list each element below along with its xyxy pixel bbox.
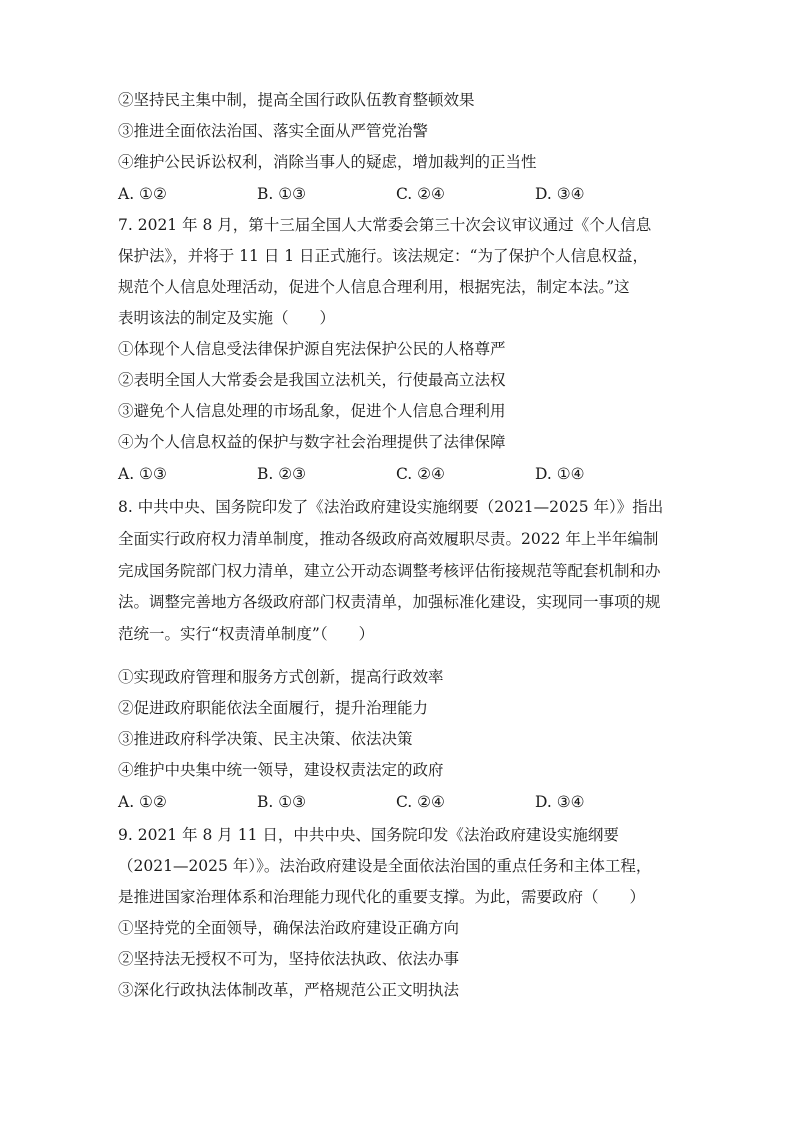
q6-options xyxy=(118,184,678,204)
q7-item-4: ④为个人信息权益的保护与数字社会治理提供了法律保障 xyxy=(118,433,506,451)
q7-options xyxy=(118,464,678,484)
q7-option-c: C. ②④ xyxy=(396,465,445,483)
q7-item-1: ①体现个人信息受法律保护源自宪法保护公民的人格尊严 xyxy=(118,340,506,358)
q8-item-1: ①实现政府管理和服务方式创新，提高行政效率 xyxy=(118,668,444,686)
q6-option-b: B. ①③ xyxy=(257,185,307,203)
q8-stem-line-3: 完成国务院部门权力清单，建立公开动态调整考核评估衔接规范等配套机制和办 xyxy=(118,562,661,580)
q9-item-2: ②坚持法无授权不可为，坚持依法执政、依法办事 xyxy=(118,950,460,968)
q7-item-2: ②表明全国人大常委会是我国立法机关，行使最高立法权 xyxy=(118,371,506,389)
q8-option-a: A. ①② xyxy=(118,793,167,811)
q8-option-d: D. ③④ xyxy=(535,793,585,811)
q7-stem-line-3: 规范个人信息处理活动，促进个人信息合理利用，根据宪法，制定本法。”这 xyxy=(118,278,630,296)
q6-item-2: ②坚持民主集中制，提高全国行政队伍教育整顿效果 xyxy=(118,91,475,109)
q9-item-3: ③深化行政执法体制改革，严格规范公正文明执法 xyxy=(118,981,460,999)
q6-item-4: ④维护公民诉讼权利，消除当事人的疑虑，增加裁判的正当性 xyxy=(118,153,537,171)
q8-item-4: ④维护中央集中统一领导，建设权责法定的政府 xyxy=(118,761,444,779)
q8-stem-line-4: 法。调整完善地方各级政府部门权责清单，加强标准化建设，实现同一事项的规 xyxy=(118,593,661,611)
q8-stem-line-1: 8. 中共中央、国务院印发了《法治政府建设实施纲要（2021—2025 年）》指出 xyxy=(118,498,664,516)
q9-item-1: ①坚持党的全面领导，确保法治政府建设正确方向 xyxy=(118,919,460,937)
q7-stem-line-1: 7. 2021 年 8 月，第十三届全国人大常委会第三十次会议审议通过《个人信息 xyxy=(118,216,652,234)
q7-stem-line-4: 表明该法的制定及实施（ ） xyxy=(118,309,336,327)
q8-option-b: B. ①③ xyxy=(257,793,307,811)
q6-option-c: C. ②④ xyxy=(396,185,445,203)
q6-option-d: D. ③④ xyxy=(535,185,585,203)
q7-item-3: ③避免个人信息处理的市场乱象，促进个人信息合理利用 xyxy=(118,402,506,420)
q7-option-a: A. ①③ xyxy=(118,465,167,483)
q7-option-b: B. ②③ xyxy=(257,465,307,483)
q9-stem-line-2: （2021—2025 年）》。法治政府建设是全面依法治国的重点任务和主体工程， xyxy=(118,857,652,875)
q8-option-c: C. ②④ xyxy=(396,793,445,811)
q8-options xyxy=(118,792,678,812)
q9-stem-line-1: 9. 2021 年 8 月 11 日，中共中央、国务院印发《法治政府建设实施纲要 xyxy=(118,826,619,844)
q7-stem-line-2: 保护法》，并将于 11 日 1 日正式施行。该法规定：“为了保护个人信息权益， xyxy=(118,247,648,265)
q6-option-a: A. ①② xyxy=(118,185,167,203)
q6-item-3: ③推进全面依法治国、落实全面从严管党治警 xyxy=(118,122,429,140)
q8-item-2: ②促进政府职能依法全面履行，提升治理能力 xyxy=(118,699,429,717)
q8-stem-line-5: 范统一。实行“权责清单制度”（ ） xyxy=(118,625,375,643)
q9-stem-line-3: 是推进国家治理体系和治理能力现代化的重要支撑。为此，需要政府（ ） xyxy=(118,888,646,906)
q8-item-3: ③推进政府科学决策、民主决策、依法决策 xyxy=(118,730,413,748)
q7-option-d: D. ①④ xyxy=(535,465,585,483)
q8-stem-line-2: 全面实行政府权力清单制度，推动各级政府高效履职尽责。2022 年上半年编制 xyxy=(118,530,659,548)
